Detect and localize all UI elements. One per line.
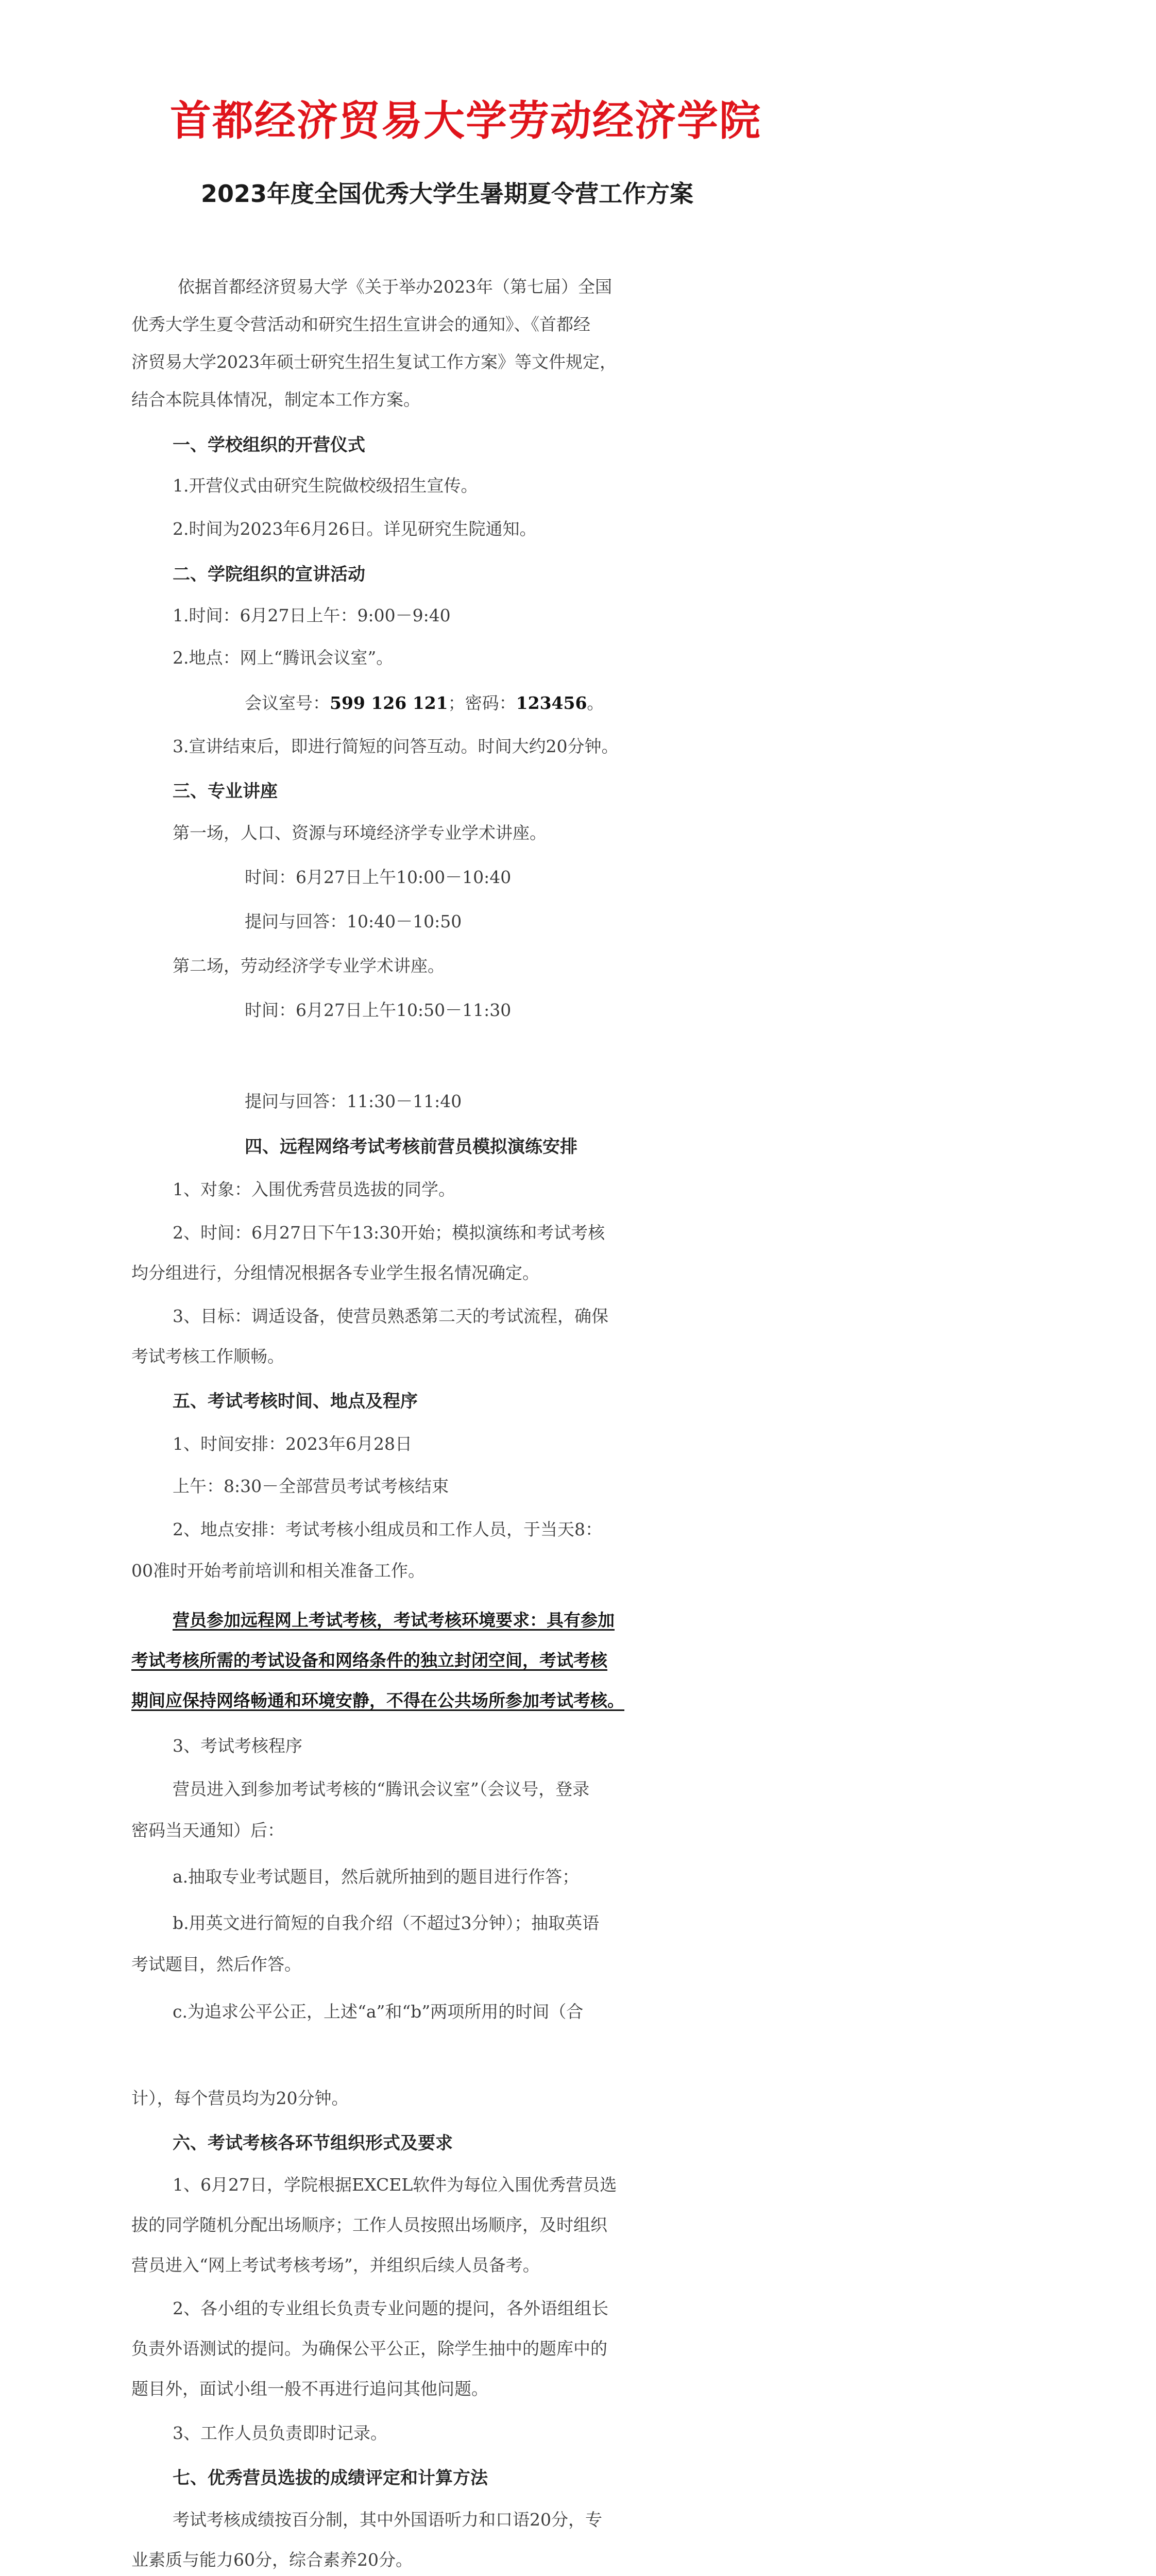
section-text: 2.时间为2023年6月26日。详见研究生院通知。 <box>173 519 537 539</box>
section-text: 00准时开始考前培训和相关准备工作。 <box>131 1561 425 1581</box>
section-heading: 六、考试考核各环节组织形式及要求 <box>173 2133 453 2154</box>
section-heading: 三、专业讲座 <box>173 781 278 802</box>
section-text: 1、6月27日，学院根据EXCEL软件为每位入围优秀营员选 <box>173 2175 617 2195</box>
section-text: 1.开营仪式由研究生院做校级招生宣传。 <box>173 476 478 496</box>
section-text: 2、各小组的专业组长负责专业问题的提问，各外语组组长 <box>173 2298 608 2318</box>
section-text: 业素质与能力60分，综合素养20分。 <box>131 2550 413 2570</box>
section-text: 第一场，人口、资源与环境经济学专业学术讲座。 <box>173 823 547 843</box>
intro-line: 依据首都经济贸易大学《关于举办2023年（第七届）全国 <box>178 277 612 297</box>
section-text: 考试考核成绩按百分制，其中外国语听力和口语20分，专 <box>173 2510 602 2530</box>
section-text: 3、工作人员负责即时记录。 <box>173 2423 387 2443</box>
institution-title: 首都经济贸易大学劳动经济学院 <box>170 97 761 145</box>
section-text: 营员进入“网上考试考核考场”，并组织后续人员备考。 <box>131 2255 540 2275</box>
meeting-id: 599 126 121 <box>330 693 448 713</box>
section-text: 2、地点安排：考试考核小组成员和工作人员，于当天8： <box>173 1519 602 1539</box>
section-text: 提问与回答：10:40－10:50 <box>245 911 462 931</box>
section-text: 3、考试考核程序 <box>173 1736 302 1756</box>
section-text: b.用英文进行简短的自我介绍（不超过3分钟）；抽取英语 <box>173 1913 600 1933</box>
section-heading: 七、优秀营员选拔的成绩评定和计算方法 <box>173 2468 488 2488</box>
section-text: 1、时间安排：2023年6月28日 <box>173 1434 412 1454</box>
section-text: 时间：6月27日上午10:50－11:30 <box>245 1000 512 1020</box>
intro-line: 济贸易大学2023年硕士研究生招生复试工作方案》等文件规定， <box>131 352 617 372</box>
section-heading: 一、学校组织的开营仪式 <box>173 435 365 455</box>
exam-environment-notice: 期间应保持网络畅通和环境安静，不得在公共场所参加考试考核。 <box>131 1690 624 1710</box>
section-text: 营员进入到参加考试考核的“腾讯会议室”（会议号，登录 <box>173 1779 590 1799</box>
section-text: 1、对象：入围优秀营员选拔的同学。 <box>173 1179 455 1199</box>
section-text: 考试题目，然后作答。 <box>131 1954 301 1974</box>
section-text: 上午：8:30－全部营员考试考核结束 <box>173 1476 449 1496</box>
section-text: 第二场，劳动经济学专业学术讲座。 <box>173 956 445 976</box>
section-text: a.抽取专业考试题目，然后就所抽到的题目进行作答； <box>173 1867 580 1887</box>
section-text: 提问与回答：11:30－11:40 <box>245 1091 462 1111</box>
section-text: 1.时间：6月27日上午：9:00－9:40 <box>173 605 451 625</box>
section-heading: 二、学院组织的宣讲活动 <box>173 564 365 585</box>
section-text: 考试考核工作顺畅。 <box>131 1346 284 1366</box>
section-heading: 五、考试考核时间、地点及程序 <box>173 1391 418 1412</box>
intro-line: 结合本院具体情况，制定本工作方案。 <box>131 389 420 410</box>
meeting-info: 会议室号：599 126 121；密码：123456。 <box>245 693 604 713</box>
exam-environment-notice: 考试考核所需的考试设备和网络条件的独立封闭空间，考试考核 <box>131 1650 607 1670</box>
section-text: 计），每个营员均为20分钟。 <box>131 2088 349 2108</box>
section-text: c.为追求公平公正，上述“a”和“b”两项所用的时间（合 <box>173 2002 584 2022</box>
section-text: 均分组进行，分组情况根据各专业学生报名情况确定。 <box>131 1263 539 1283</box>
meeting-password: 123456 <box>516 693 587 713</box>
section-text: 3.宣讲结束后，即进行简短的问答互动。时间大约20分钟。 <box>173 736 619 756</box>
intro-line: 优秀大学生夏令营活动和研究生招生宣讲会的通知》、《首都经 <box>131 314 590 334</box>
section-text: 密码当天通知）后： <box>131 1820 284 1840</box>
plan-title: 2023年度全国优秀大学生暑期夏令营工作方案 <box>201 180 694 208</box>
section-text: 时间：6月27日上午10:00－10:40 <box>245 867 512 887</box>
exam-environment-notice: 营员参加远程网上考试考核，考试考核环境要求：具有参加 <box>173 1610 615 1630</box>
section-text: 题目外，面试小组一般不再进行追问其他问题。 <box>131 2379 488 2399</box>
section-text: 2.地点：网上“腾讯会议室”。 <box>173 648 394 668</box>
section-text: 3、目标：调适设备，使营员熟悉第二天的考试流程，确保 <box>173 1306 608 1326</box>
section-text: 2、时间：6月27日下午13:30开始；模拟演练和考试考核 <box>173 1223 605 1243</box>
section-text: 负责外语测试的提问。为确保公平公正，除学生抽中的题库中的 <box>131 2338 607 2359</box>
section-text: 拔的同学随机分配出场顺序；工作人员按照出场顺序，及时组织 <box>131 2215 607 2235</box>
section-heading: 四、远程网络考试考核前营员模拟演练安排 <box>245 1137 577 1157</box>
